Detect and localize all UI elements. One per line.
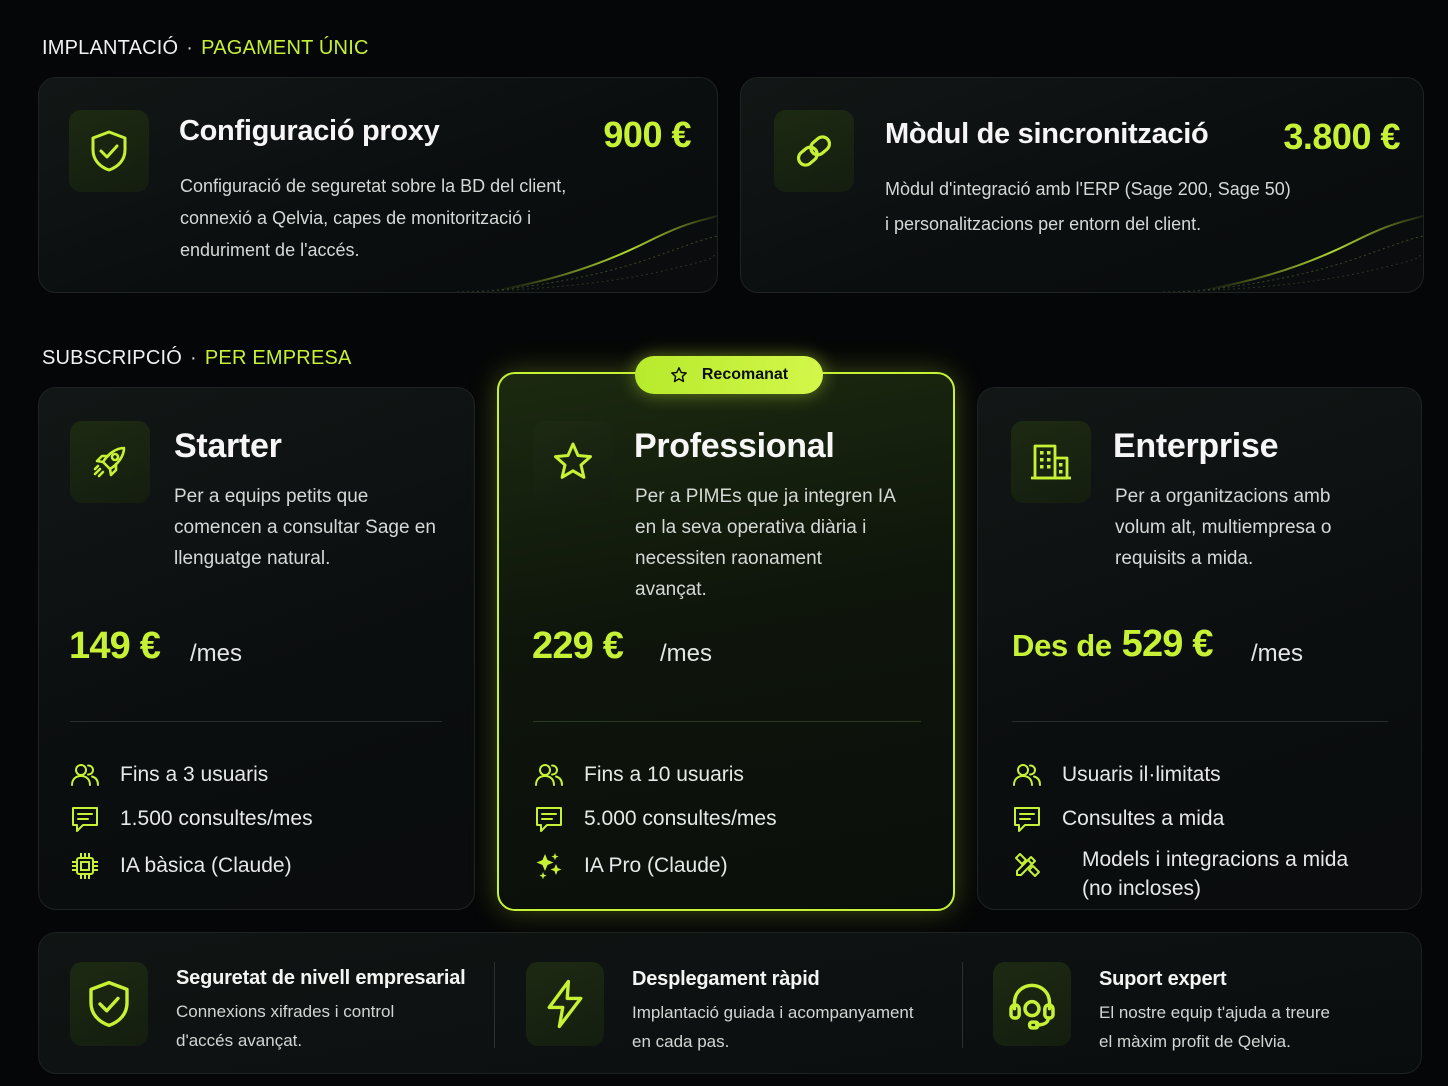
- card-description-line: i personalitzacions per entorn del client.: [885, 214, 1202, 234]
- plan-price-value: 529 €: [1121, 623, 1213, 665]
- plan-feature: [70, 851, 292, 881]
- shield-check-icon-box: [70, 962, 148, 1046]
- benefit-title: Suport expert: [1099, 968, 1227, 990]
- recommended-badge-label: Recomanat: [701, 366, 789, 383]
- star-icon-box: [533, 421, 613, 503]
- benefit-description: [632, 998, 914, 1056]
- section-label-text: IMPLANTACIÓ: [42, 37, 179, 59]
- sparkle-icon: [534, 851, 564, 881]
- card-price: 3.800 €: [1283, 116, 1400, 157]
- rocket-icon-box: [70, 421, 150, 503]
- card-description: [885, 172, 1291, 242]
- plan-feature: [70, 804, 313, 834]
- plan-feature: [1012, 845, 1348, 903]
- benefits-separator: [962, 962, 963, 1048]
- card-price: 900 €: [603, 114, 691, 155]
- plan-feature-text: Usuaris il·limitats: [1062, 763, 1221, 786]
- benefits-separator: [494, 962, 495, 1048]
- link-icon-box: [774, 110, 854, 192]
- message-icon: [70, 804, 100, 834]
- users-icon: [534, 760, 564, 790]
- headset-icon-box: [993, 962, 1071, 1046]
- plan-feature-text: 1.500 consultes/mes: [120, 807, 313, 830]
- users-icon: [1012, 760, 1042, 790]
- plan-feature-text: Fins a 10 usuaris: [584, 763, 744, 786]
- plan-feature: [70, 760, 268, 790]
- plan-description-line: requisits a mida.: [1115, 548, 1254, 569]
- plan-feature-text: IA bàsica (Claude): [120, 854, 292, 877]
- plan-feature: [1012, 804, 1224, 834]
- benefit-title: Desplegament ràpid: [632, 968, 820, 990]
- plan-divider: [1012, 721, 1388, 722]
- section-label-accent: PER EMPRESA: [204, 347, 352, 369]
- message-icon: [1012, 804, 1042, 834]
- plan-description-line: Per a organitzacions amb: [1115, 486, 1331, 507]
- plan-feature: [1012, 760, 1221, 790]
- plan-name: Professional: [634, 427, 835, 465]
- plan-description: [174, 481, 436, 574]
- section-label-separator: ·: [190, 347, 197, 369]
- plan-divider: [70, 721, 442, 722]
- benefit-description-line: El nostre equip t'ajuda a treure: [1099, 1003, 1331, 1022]
- plan-description-line: Per a equips petits que: [174, 486, 369, 507]
- shield-check-icon: [82, 977, 136, 1031]
- plan-description-line: llenguatge natural.: [174, 548, 331, 569]
- plan-description-line: volum alt, multiempresa o: [1115, 517, 1332, 538]
- star-icon: [549, 438, 597, 486]
- message-icon: [534, 804, 564, 834]
- card-description-line: enduriment de l'accés.: [180, 240, 360, 260]
- plan-feature-text: IA Pro (Claude): [584, 854, 728, 877]
- chip-icon: [70, 851, 100, 881]
- plan-price-unit: /mes: [660, 640, 713, 667]
- plan-feature-text: Consultes a mida: [1062, 807, 1225, 830]
- plan-feature-text-line: (no incloses): [1082, 877, 1202, 900]
- plan-feature-text-line: Models i integracions a mida: [1082, 848, 1349, 871]
- benefit-description: [176, 997, 394, 1055]
- tools-icon: [1012, 850, 1042, 880]
- plan-feature: [534, 760, 744, 790]
- plan-description-line: en la seva operativa diària i: [635, 517, 867, 538]
- plan-description-line: comencen a consultar Sage en: [174, 517, 436, 538]
- plan-divider: [533, 721, 921, 722]
- plan-feature: [534, 804, 777, 834]
- plan-feature-text: Fins a 3 usuaris: [120, 763, 269, 786]
- bolt-icon-box: [526, 962, 604, 1046]
- card-description-line: Configuració de seguretat sobre la BD del client,: [180, 176, 567, 196]
- benefit-title: Seguretat de nivell empresarial: [176, 967, 466, 989]
- plan-price-prefix: Des de: [1012, 628, 1112, 663]
- plan-feature-text: 5.000 consultes/mes: [584, 807, 777, 830]
- benefit-description: [1099, 998, 1330, 1056]
- users-icon: [70, 760, 100, 790]
- bolt-icon: [538, 977, 592, 1031]
- plan-price: 149 €: [69, 625, 161, 667]
- link-icon: [790, 127, 838, 175]
- recommended-badge: [635, 356, 823, 394]
- card-description-line: Mòdul d'integració amb l'ERP (Sage 200, Sage 50): [885, 179, 1291, 199]
- plan-description-line: avançat.: [635, 579, 707, 600]
- shield-check-icon: [85, 127, 133, 175]
- plan-description: [1115, 481, 1331, 574]
- section-label-separator: ·: [186, 37, 194, 59]
- plan-price: [1012, 623, 1213, 666]
- section-label-implantacio: [42, 37, 369, 60]
- card-description: [180, 170, 566, 266]
- plan-name: Starter: [174, 427, 282, 465]
- benefit-description-line: Connexions xifrades i control: [176, 1002, 395, 1021]
- plan-feature: [534, 851, 728, 881]
- benefit-description-line: d'accés avançat.: [176, 1031, 303, 1050]
- section-label-text: SUBSCRIPCIÓ: [42, 347, 183, 369]
- headset-icon: [1004, 976, 1060, 1032]
- plan-feature-text: [1062, 845, 1348, 903]
- shield-check-icon-box: [69, 110, 149, 192]
- plan-description: [635, 481, 896, 605]
- rocket-icon: [86, 438, 134, 486]
- section-label-subscripcio: [42, 347, 352, 370]
- benefit-description-line: el màxim profit de Qelvia.: [1099, 1032, 1291, 1051]
- benefit-description-line: Implantació guiada i acompanyament: [632, 1003, 914, 1022]
- benefit-description-line: en cada pas.: [632, 1032, 730, 1051]
- plan-description-line: Per a PIMEs que ja integren IA: [635, 486, 896, 507]
- plan-price: 229 €: [532, 625, 624, 667]
- building-icon-box: [1011, 421, 1091, 503]
- section-label-accent: PAGAMENT ÚNIC: [201, 37, 369, 59]
- card-title: Configuració proxy: [179, 115, 440, 147]
- plan-price-unit: /mes: [190, 640, 243, 667]
- plan-description-line: necessiten raonament: [635, 548, 822, 569]
- star-outline-icon: [670, 366, 688, 384]
- card-description-line: connexió a Qelvia, capes de monitorització i: [180, 208, 532, 228]
- plan-name: Enterprise: [1113, 427, 1279, 465]
- card-title: Mòdul de sincronització: [885, 118, 1209, 150]
- building-icon: [1027, 438, 1075, 486]
- plan-price-unit: /mes: [1251, 640, 1304, 667]
